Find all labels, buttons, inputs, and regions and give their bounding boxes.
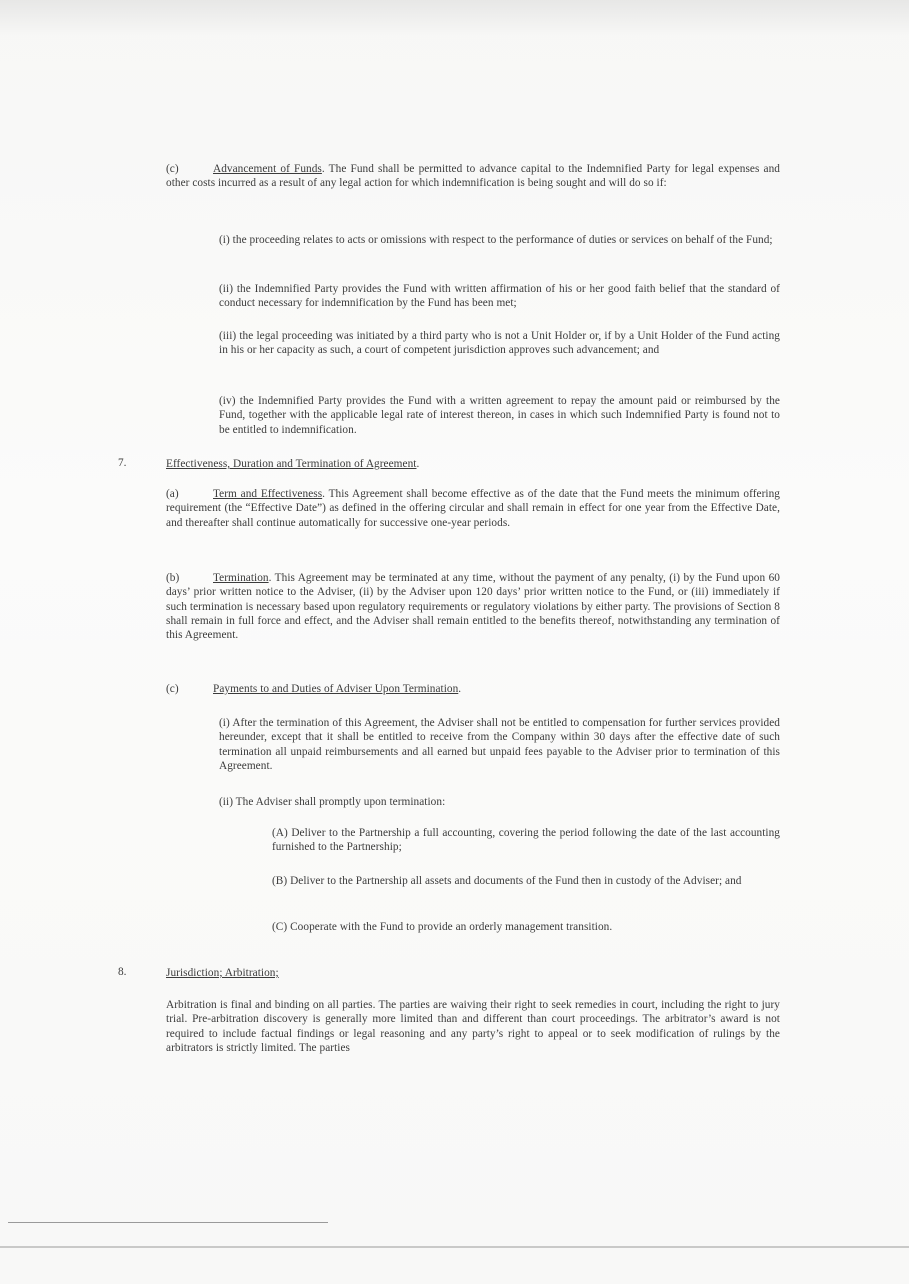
section-6c-item-ii: (ii) the Indemnified Party provides the Fund with written affirmation of his or her good faith belief that the standard of conduct necessary for indemnification by the Fund has been met; <box>219 283 780 310</box>
section-7c-item-i: (i) After the termination of this Agreement, the Adviser shall not be entitled to compensation for further services provided hereunder, except that it shall be entitled to receive from the Company within 30 days after the effective date of such termination all unpaid reimbursements and all earned but unpaid fees payable to the Adviser prior to termination of this Agreement. <box>219 717 780 772</box>
section-8-title: Jurisdiction; Arbitration; <box>166 967 279 979</box>
section-7c-item-ii: (ii) The Adviser shall promptly upon termination: <box>219 796 446 808</box>
section-7b-title: Termination <box>213 572 269 584</box>
section-6c-item-iv: (iv) the Indemnified Party provides the Fund with a written agreement to repay the amount paid or reimbursed by the Fund, together with the applicable legal rate of interest thereon, in cases in which such Indemnified Party is found not to be entitled to indemnification. <box>219 395 780 436</box>
section-7-heading <box>166 457 780 471</box>
section-7a-body: . This Agreement shall become effective as of the date that the Fund meets the minimum offering requirement (the “Effective Date”) as defined in the offering circular and shall remain in effect for one year from the Effective Date, and thereafter shall continue automatically for successive one-year periods. <box>166 488 780 529</box>
section-7c-heading <box>166 682 780 696</box>
section-6c-item-i: (i) the proceeding relates to acts or omissions with respect to the performance of duties or services on behalf of the Fund; <box>219 234 773 246</box>
section-8-heading <box>166 966 780 980</box>
page-bottom-edge <box>0 1246 909 1248</box>
section-6c-label: (c) <box>166 163 179 175</box>
section-6c-title: Advancement of Funds <box>213 163 322 175</box>
section-7a-title: Term and Effectiveness <box>213 488 323 500</box>
section-6c-paragraph <box>166 162 780 191</box>
section-7c-label: (c) <box>166 683 179 695</box>
section-7-title-end: . <box>416 458 420 470</box>
section-8-number: 8. <box>118 966 127 978</box>
section-7c-subitem-c: (C) Cooperate with the Fund to provide an orderly management transition. <box>272 921 613 933</box>
section-7a-paragraph <box>166 487 780 530</box>
section-6c-body: . The Fund shall be permitted to advance capital to the Indemnified Party for legal expenses and other costs incurred as a result of any legal action for which indemnification is being sought and will do so if: <box>166 163 781 190</box>
section-7c-title: Payments to and Duties of Adviser Upon Termination <box>213 683 459 695</box>
section-7b-body: . This Agreement may be terminated at any time, without the payment of any penalty, (i) by the Fund upon 60 days’ prior written notice to the Adviser, (ii) by the Adviser upon 120 days’ prior written notice to the Fund, or (iii) immediately if such termination is necessary based upon regulatory requirements or regulatory violations by either party. The provisions of Section 8 shall remain in full force and effect, and the Adviser shall remain entitled to the benefits thereof, notwithstanding any termination of this Agreement. <box>166 572 780 642</box>
section-7c-subitem-b: (B) Deliver to the Partnership all assets and documents of the Fund then in custody of the Adviser; and <box>272 875 742 887</box>
section-7a-label: (a) <box>166 488 179 500</box>
section-7-title: Effectiveness, Duration and Termination of Agreement <box>166 458 417 470</box>
section-8-body: Arbitration is final and binding on all parties. The parties are waiving their right to seek remedies in court, including the right to jury trial. Pre-arbitration discovery is generally more limited than and different than court proceedings. The arbitrator’s award is not required to include factual findings or legal reasoning and any party’s right to appeal or to seek modification of rulings by the arbitrators is strictly limited. The parties <box>166 999 780 1054</box>
section-7b-paragraph <box>166 571 780 642</box>
section-6c-item-iii: (iii) the legal proceeding was initiated by a third party who is not a Unit Holder or, if by a Unit Holder of the Fund acting in his or her capacity as such, a court of competent jurisdiction approves such advancement; and <box>219 330 780 357</box>
section-7-number: 7. <box>118 457 127 469</box>
section-7b-label: (b) <box>166 572 180 584</box>
section-7c-subitem-a: (A) Deliver to the Partnership a full accounting, covering the period following the date of the last accounting furnished to the Partnership; <box>272 827 780 854</box>
section-7c-title-end: . <box>458 683 462 695</box>
footer-rule <box>8 1222 328 1223</box>
